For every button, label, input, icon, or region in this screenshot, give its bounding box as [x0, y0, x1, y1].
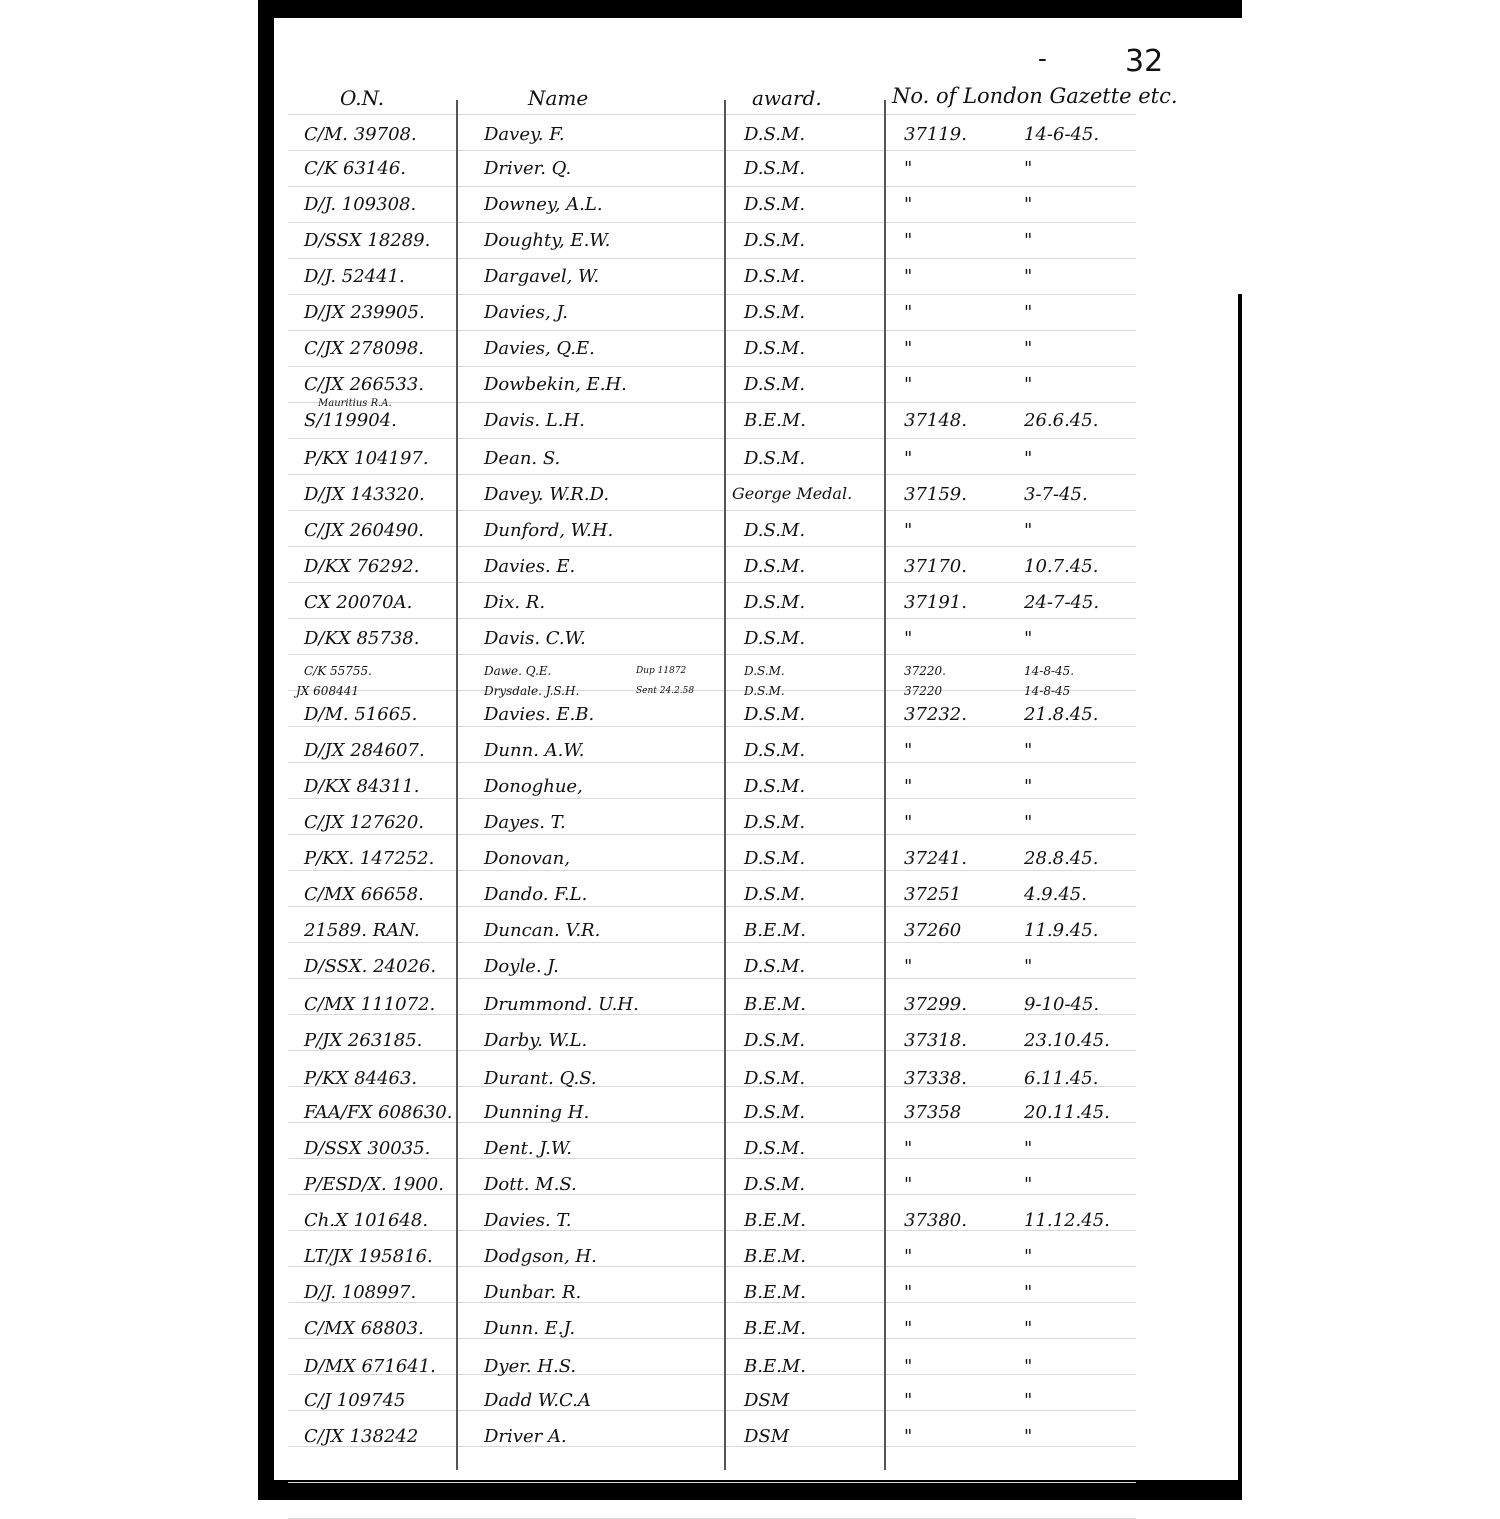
row-award: B.E.M. [744, 1356, 806, 1377]
row-date: 23.10.45. [1024, 1030, 1110, 1051]
row-on: LT/JX 195816. [304, 1246, 433, 1267]
row-name: Dodgson, H. [484, 1246, 597, 1267]
row-award: D.S.M. [744, 704, 806, 725]
row-gazette: 37159. [904, 484, 967, 505]
row-on: D/J. 108997. [304, 1282, 417, 1303]
row-award: D.S.M. [744, 1174, 806, 1195]
row-gazette: " [904, 628, 913, 649]
row-name-note: Sent 24.2.58 [636, 686, 695, 696]
row-name: Dyer. H.S. [484, 1356, 577, 1377]
row-award: B.E.M. [744, 1246, 806, 1267]
row-gazette: " [904, 266, 913, 287]
row-gazette: " [904, 1246, 913, 1267]
row-date: " [1024, 1174, 1033, 1195]
row-award: B.E.M. [744, 410, 806, 431]
row-name: Davies. E. [484, 556, 576, 577]
row-award: D.S.M. [744, 556, 806, 577]
row-on: D/J. 109308. [304, 194, 417, 215]
row-name: Davis. C.W. [484, 628, 586, 649]
row-award: B.E.M. [744, 1282, 806, 1303]
row-gazette: " [904, 194, 913, 215]
row-date: " [1024, 740, 1033, 761]
ruled-line [288, 942, 1136, 943]
ruled-line [288, 834, 1136, 835]
row-on: C/JX 127620. [304, 812, 425, 833]
row-name: Dunn. E.J. [484, 1318, 576, 1339]
row-name: Dott. M.S. [484, 1174, 577, 1195]
row-on: FAA/FX 608630. [304, 1102, 453, 1123]
row-date: 9-10-45. [1024, 994, 1100, 1015]
row-name: Drysdale. J.S.H. [484, 684, 580, 698]
row-date: 3-7-45. [1024, 484, 1088, 505]
row-gazette: " [904, 1282, 913, 1303]
row-award: D.S.M. [744, 302, 806, 323]
row-award: D.S.M. [744, 776, 806, 797]
row-gazette: " [904, 956, 913, 977]
row-gazette: 37251 [904, 884, 962, 905]
ruled-line [288, 762, 1136, 763]
row-award: D.S.M. [744, 812, 806, 833]
row-on: D/JX 284607. [304, 740, 425, 761]
row-gazette: " [904, 230, 913, 251]
row-award: D.S.M. [744, 1102, 806, 1123]
ruled-line [288, 330, 1136, 331]
row-on: C/JX 138242 [304, 1426, 419, 1447]
row-name: Durant. Q.S. [484, 1068, 597, 1089]
row-gazette: " [904, 448, 913, 469]
ruled-line [288, 1410, 1136, 1411]
row-date: " [1024, 520, 1033, 541]
row-award: D.S.M. [744, 1068, 806, 1089]
row-award: D.S.M. [744, 740, 806, 761]
row-name: Dunn. A.W. [484, 740, 585, 761]
row-gazette: 37148. [904, 410, 967, 431]
row-name: Dunning H. [484, 1102, 590, 1123]
row-date: " [1024, 1138, 1033, 1159]
row-on: C/M. 39708. [304, 124, 417, 145]
header-mark: - [1038, 44, 1047, 74]
row-name: Dix. R. [484, 592, 546, 613]
row-on: C/MX 68803. [304, 1318, 424, 1339]
row-award: D.S.M. [744, 1138, 806, 1159]
row-on: C/JX 260490. [304, 520, 425, 541]
row-gazette: " [904, 1390, 913, 1411]
row-award: D.S.M. [744, 884, 806, 905]
ruled-line [288, 618, 1136, 619]
row-date: 28.8.45. [1024, 848, 1099, 869]
row-gazette: " [904, 1318, 913, 1339]
row-date: 14-6-45. [1024, 124, 1100, 145]
ruled-line [288, 726, 1136, 727]
ruled-line [288, 366, 1136, 367]
row-gazette: " [904, 740, 913, 761]
row-name: Dadd W.C.A [484, 1390, 591, 1411]
row-award: D.S.M. [744, 124, 806, 145]
row-gazette: " [904, 776, 913, 797]
row-date: 4.9.45. [1024, 884, 1087, 905]
row-name: Driver. Q. [484, 158, 572, 179]
row-gazette: 37220. [904, 664, 946, 678]
ruled-line [288, 510, 1136, 511]
row-on: JX 608441 [296, 684, 359, 698]
row-date: " [1024, 194, 1033, 215]
row-name: Davies, Q.E. [484, 338, 595, 359]
row-name: Dayes. T. [484, 812, 566, 833]
ruled-line [288, 582, 1136, 583]
ruled-line [288, 222, 1136, 223]
scan-border-left [258, 0, 274, 1500]
row-on: D/KX 85738. [304, 628, 420, 649]
row-gazette: " [904, 520, 913, 541]
ruled-line [288, 978, 1136, 979]
ruled-line [288, 798, 1136, 799]
row-name: Downey, A.L. [484, 194, 603, 215]
row-gazette: 37191. [904, 592, 967, 613]
row-on: D/MX 671641. [304, 1356, 436, 1377]
row-on: P/ESD/X. 1900. [304, 1174, 444, 1195]
row-award: B.E.M. [744, 1210, 806, 1231]
row-award: D.S.M. [744, 158, 806, 179]
row-on: D/JX 239905. [304, 302, 425, 323]
row-date: " [1024, 1318, 1033, 1339]
row-award: George Medal. [732, 484, 853, 503]
row-award: D.S.M. [744, 194, 806, 215]
row-date: 21.8.45. [1024, 704, 1099, 725]
row-award: D.S.M. [744, 266, 806, 287]
row-gazette: " [904, 812, 913, 833]
row-date: " [1024, 230, 1033, 251]
row-name: Dunbar. R. [484, 1282, 582, 1303]
row-name: Dunford, W.H. [484, 520, 614, 541]
row-date: 11.9.45. [1024, 920, 1099, 941]
row-gazette: " [904, 1138, 913, 1159]
row-on-note: Mauritius R.A. [318, 398, 392, 409]
row-award: D.S.M. [744, 520, 806, 541]
ruled-line [288, 1482, 1136, 1483]
row-name: Donovan, [484, 848, 570, 869]
row-on: C/K 55755. [304, 664, 372, 678]
row-on: S/119904. [304, 410, 397, 431]
row-date: " [1024, 1390, 1033, 1411]
row-date: 6.11.45. [1024, 1068, 1099, 1089]
row-date: " [1024, 1282, 1033, 1303]
row-date: 10.7.45. [1024, 556, 1099, 577]
row-on: CX 20070A. [304, 592, 413, 613]
column-header-award: award. [752, 86, 822, 110]
row-award: D.S.M. [744, 338, 806, 359]
row-on: D/SSX 30035. [304, 1138, 431, 1159]
row-award: D.S.M. [744, 592, 806, 613]
row-on: 21589. RAN. [304, 920, 420, 941]
scan-border-bottom [258, 1480, 1242, 1500]
row-on: P/KX. 147252. [304, 848, 435, 869]
ruled-line [288, 294, 1136, 295]
row-date: " [1024, 338, 1033, 359]
row-name: Davies. E.B. [484, 704, 595, 725]
row-name: Dargavel, W. [484, 266, 600, 287]
page-number: 32 [1125, 44, 1164, 79]
ruled-line [288, 402, 1136, 403]
column-divider-name [724, 100, 726, 1470]
row-award: D.S.M. [744, 684, 785, 698]
row-gazette: " [904, 338, 913, 359]
row-date: " [1024, 1356, 1033, 1377]
row-award: D.S.M. [744, 628, 806, 649]
row-on: D/KX 76292. [304, 556, 420, 577]
row-name: Driver A. [484, 1426, 567, 1447]
row-on: C/JX 278098. [304, 338, 425, 359]
row-gazette: 37318. [904, 1030, 967, 1051]
ruled-line [288, 438, 1136, 439]
ruled-line [288, 906, 1136, 907]
row-name: Darby. W.L. [484, 1030, 588, 1051]
row-gazette: 37299. [904, 994, 967, 1015]
row-award: D.S.M. [744, 230, 806, 251]
row-gazette: 37119. [904, 124, 967, 145]
row-date: " [1024, 448, 1033, 469]
ruled-line [288, 186, 1136, 187]
row-name: Davis. L.H. [484, 410, 585, 431]
row-gazette: " [904, 1426, 913, 1447]
row-award: D.S.M. [744, 848, 806, 869]
row-date: 24-7-45. [1024, 592, 1100, 613]
row-name: Dowbekin, E.H. [484, 374, 627, 395]
row-date: " [1024, 302, 1033, 323]
ruled-line [288, 150, 1136, 151]
row-gazette: 37170. [904, 556, 967, 577]
row-gazette: 37260 [904, 920, 962, 941]
row-on: Ch.X 101648. [304, 1210, 429, 1231]
row-on: P/JX 263185. [304, 1030, 423, 1051]
row-name: Davey. W.R.D. [484, 484, 610, 505]
row-award: D.S.M. [744, 1030, 806, 1051]
row-on: C/MX 111072. [304, 994, 436, 1015]
row-name: Davey. F. [484, 124, 565, 145]
row-date: " [1024, 956, 1033, 977]
ruled-line [288, 114, 1136, 115]
row-gazette: " [904, 302, 913, 323]
row-date: " [1024, 1246, 1033, 1267]
row-name: Drummond. U.H. [484, 994, 639, 1015]
row-award: DSM [744, 1426, 790, 1447]
column-header-name: Name [528, 86, 589, 110]
ruled-line [288, 870, 1136, 871]
row-gazette: 37338. [904, 1068, 967, 1089]
row-on: D/SSX. 24026. [304, 956, 437, 977]
row-date: " [1024, 374, 1033, 395]
column-header-on: O.N. [340, 86, 385, 110]
row-name: Doughty, E.W. [484, 230, 611, 251]
row-date: 14-8-45 [1024, 684, 1071, 698]
row-date: " [1024, 158, 1033, 179]
row-award: D.S.M. [744, 374, 806, 395]
row-award: D.S.M. [744, 448, 806, 469]
scan-border-top [258, 0, 1242, 18]
row-gazette: " [904, 374, 913, 395]
row-award: DSM [744, 1390, 790, 1411]
row-gazette: 37241. [904, 848, 967, 869]
row-gazette: " [904, 1174, 913, 1195]
row-name: Doyle. J. [484, 956, 559, 977]
row-gazette: 37232. [904, 704, 967, 725]
column-divider-award [884, 100, 886, 1470]
row-date: " [1024, 1426, 1033, 1447]
row-name: Dando. F.L. [484, 884, 588, 905]
ruled-line [288, 546, 1136, 547]
row-date: " [1024, 266, 1033, 287]
row-name: Davies, J. [484, 302, 568, 323]
row-award: B.E.M. [744, 994, 806, 1015]
row-gazette: " [904, 1356, 913, 1377]
row-name: Dent. J.W. [484, 1138, 572, 1159]
row-date: 14-8-45. [1024, 664, 1075, 678]
row-name: Davies. T. [484, 1210, 572, 1231]
row-on: C/MX 66658. [304, 884, 424, 905]
row-award: B.E.M. [744, 1318, 806, 1339]
ruled-line [288, 654, 1136, 655]
row-date: 11.12.45. [1024, 1210, 1110, 1231]
row-name: Duncan. V.R. [484, 920, 601, 941]
row-gazette: 37358 [904, 1102, 962, 1123]
column-divider-on [456, 100, 458, 1470]
row-on: D/SSX 18289. [304, 230, 431, 251]
row-on: P/KX 104197. [304, 448, 429, 469]
row-on: C/J 109745 [304, 1390, 406, 1411]
row-date: 26.6.45. [1024, 410, 1099, 431]
ruled-line [288, 690, 1136, 691]
row-name: Donoghue, [484, 776, 583, 797]
row-date: " [1024, 776, 1033, 797]
row-on: D/JX 143320. [304, 484, 425, 505]
row-on: C/JX 266533. [304, 374, 425, 395]
ruled-line [288, 258, 1136, 259]
column-header-gazette: No. of London Gazette etc. [892, 84, 1178, 108]
row-gazette: 37220 [904, 684, 943, 698]
row-gazette: " [904, 158, 913, 179]
row-date: " [1024, 628, 1033, 649]
ruled-line [288, 474, 1136, 475]
row-name-note: Dup 11872 [636, 666, 687, 676]
row-on: C/K 63146. [304, 158, 406, 179]
row-award: B.E.M. [744, 920, 806, 941]
row-on: D/J. 52441. [304, 266, 405, 287]
row-gazette: 37380. [904, 1210, 967, 1231]
row-on: D/KX 84311. [304, 776, 420, 797]
row-on: D/M. 51665. [304, 704, 418, 725]
row-name: Dawe. Q.E. [484, 664, 552, 678]
row-award: D.S.M. [744, 956, 806, 977]
row-date: 20.11.45. [1024, 1102, 1110, 1123]
row-award: D.S.M. [744, 664, 785, 678]
row-on: P/KX 84463. [304, 1068, 418, 1089]
row-date: " [1024, 812, 1033, 833]
row-name: Dean. S. [484, 448, 561, 469]
